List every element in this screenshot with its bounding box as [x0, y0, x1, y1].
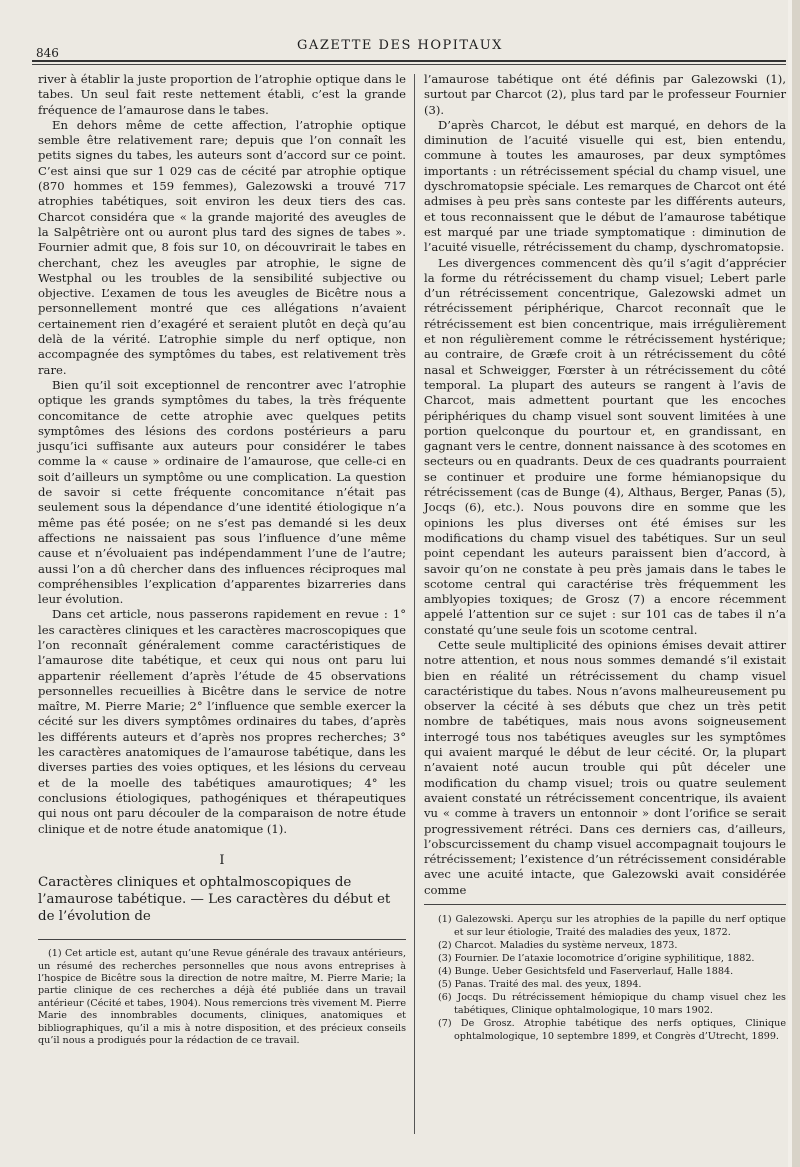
left-paragraph-3: Bien qu’il soit exceptionnel de rencontrer avec l’atrophie optique les grands symptômes du tabes, la très fréquente concomitance de cette atrophie avec quelques petits symptômes des lésions des cordons postérieurs a paru jusqu’ici suffisante aux auteurs pour considérer le tabes comme la « cause » ordinaire de l’amaurose, que celle-ci en soit d’ailleurs un symptôme ou une complication. La question de savoir si cette fréquente concomitance n’était pas seulement sous la dépendance d’une identité étiologique n’a même pas été posée; on ne s’est pas demandé si les deux affections ne naissaient pas sous l’influence d’une même cause et n’évoluaient pas indépendamment l’une de l’autre; aussi l’on a dû chercher dans des influences réciproques mal compréhensibles l’explication d’apparentes bizarreries dans leur évolution. [38, 377, 406, 607]
right-paragraph-2: D’après Charcot, le début est marqué, en dehors de la diminution de l’acuité visuelle qui est, bien entendu, commune à toutes les amauroses, par deux symptômes importants : un rétrécissement spécial du champ visuel, une dyschromatopsie spéciale. Les remarques de Charcot ont été admises à peu près sans conteste par les différents auteurs, et tous reconnaissent que le début de l’amaurose tabétique est marqué par une triade symptomatique : diminution de l’acuité visuelle, rétrécissement du champ, dyschromatopsie. [424, 117, 786, 255]
left-column [38, 72, 406, 1048]
right-paragraph-3: Les divergences commencent dès qu’il s’agit d’apprécier la forme du rétrécissement du champ visuel; Lebert parle d’un rétrécissement concentrique, Galezowski admet un rétrécissement périphérique, Charcot reconnaît que le rétrécissement est bien concentrique, mais irrégulièrement et non régulièrement comme le rétrécissement hystérique; au contraire, de Græfe croit à un rétrécissement du côté nasal et Schweigger, Fœrster à un rétrécissement du côté temporal. La plupart des auteurs se rangent à l’avis de Charcot, mais admettent pourtant que les encoches périphériques du champ visuel sont souvent limitées à une portion quelconque du pourtour et, en grandissant, en gagnant vers le centre, donnent naissance à des scotomes en secteurs ou en quadrants. Deux de ces quadrants pourraient se continuer et produire une forme hémianopsique du rétrécissement (cas de Bunge (4), Althaus, Berger, Panas (5), Jocqs (6), etc.). Nous pouvons dire en somme que les opinions les plus diverses ont été émises sur les modifications du champ visuel des tabétiques. Sur un seul point cependant les auteurs paraissent bien d’accord, à savoir qu’on ne constate à peu près jamais dans le tabes le scotome central qui caractérise très fréquemment les amblyopies toxiques; de Grosz (7) a encore récemment appelé l’attention sur ce sujet : sur 101 cas de tabes il n’a constaté qu’une seule fois un scotome central. [424, 255, 786, 637]
reference-note: (5) Panas. Traité des mal. des yeux, 1894. [438, 979, 642, 991]
left-paragraph-2: En dehors même de cette affection, l’atrophie optique semble être relativement rare; depuis que l’on connaît les petits signes du tabes, les auteurs sont d’accord sur ce point. C’est ainsi que sur 1 029 cas de cécité par atrophie optique (870 hommes et 159 femmes), Galezowski a trouvé 717 atrophies tabétiques, soit environ les deux tiers des cas. Charcot considéra que « la grande majorité des aveugles de la Salpêtrière ont ou auront plus tard des signes de tabes ». Fournier admit que, 8 fois sur 10, on découvrirait le tabes en cherchant, chez les aveugles par atrophie, le signe de Westphal ou les troubles de la sensibilité subjective ou objective. L’examen de tous les aveugles de Bicêtre nous a personnellement montré que ces allégations n’avaient certainement rien d’exagéré et seraient plutôt en deçà qu’au delà de la vérité. L’atrophie simple du nerf optique, non accompagnée des symptômes du tabes, est relativement très rare. [38, 117, 406, 377]
right-column [424, 72, 786, 1043]
reference-note: (6) Jocqs. Du rétrécissement hémiopique du champ visuel chez les tabétiques, Clinique ophtalmologique, 10 mars 1902. [438, 992, 786, 1017]
section-title: Caractères cliniques et ophtalmoscopiques de l’amaurose tabétique. — Les caractères du début et de l’évolution de [38, 875, 391, 925]
right-paragraph-4: Cette seule multiplicité des opinions émises devait attirer notre attention, et nous nous sommes demandé s’il existait bien en réalité un rétrécissement du champ visuel caractéristique du tabes. Nous n’avons malheureusement pu observer la cécité à ses débuts que chez un très petit nombre de tabétiques, mais nous avons soigneusement interrogé tous nos tabétiques aveugles sur les symptômes qui avaient marqué le début de leur cécité. Or, la plupart n’avaient noté aucun trouble qui pût déceler une modification du champ visuel; trois ou quatre seulement avaient constaté un rétrécissement concentrique, ils avaient vu « comme à travers un entonnoir » dont l’orifice se serait progressivement rétréci. Dans ces derniers cas, d’ailleurs, l’obscurcissement du champ visuel accompagnait toujours le rétrécissement; l’existence d’un rétrécissement considérable avec une acuité intacte, que Galezowski avait considérée comme [424, 637, 786, 897]
header-rule-thin [32, 64, 786, 65]
column-divider [414, 74, 415, 1134]
reference-note: (7) De Grosz. Atrophie tabétique des nerfs optiques, Clinique ophtalmologique, 10 septembre 1899, et Congrès d’Utrecht, 1899. [438, 1018, 786, 1043]
reference-note: (1) Galezowski. Aperçu sur les atrophies de la papille du nerf optique et sur leur étiologie, Traité des maladies des yeux, 1872. [438, 914, 786, 939]
running-title: GAZETTE DES HOPITAUX [297, 38, 503, 53]
left-footnotes [38, 948, 406, 1047]
page-number: 846 [36, 46, 59, 60]
right-paragraph-1: l’amaurose tabétique ont été définis par Galezowski (1), surtout par Charcot (2), plus tard par le professeur Fournier (3). [424, 72, 786, 117]
reference-note: (4) Bunge. Ueber Gesichtsfeld und Faserverlauf, Halle 1884. [438, 966, 734, 978]
right-footnote-rule [424, 904, 786, 905]
footnote-1: (1) Cet article est, autant qu’une Revue générale des travaux antérieurs, un résumé des recherches personnelles que nous avons entreprises à l’hospice de Bicêtre sous la direction de notre maître, M. Pierre Marie; la partie clinique de ces recherches a déjà été publiée dans un travail antérieur (Cécité et tabes, 1904). Nous remercions très vivement M. Pierre Marie des innombrables documents, cliniques, anatomiques et bibliographiques, qu’il a mis à notre disposition, et des précieux conseils qu’il nous a prodigués pour la rédaction de ce travail. [38, 948, 406, 1046]
page-edge-shadow [792, 0, 800, 1167]
left-footnote-rule [38, 939, 406, 940]
reference-note: (3) Fournier. De l’ataxie locomotrice d’origine syphilitique, 1882. [438, 953, 755, 965]
section-number: I [219, 852, 225, 868]
right-footnotes [424, 913, 786, 1043]
left-paragraph-4: Dans cet article, nous passerons rapidement en revue : 1° les caractères cliniques et les caractères macroscopiques que l’on reconnaît généralement comme caractéristiques de l’amaurose dite tabétique, et ceux qui nous ont paru lui appartenir réellement d’après l’étude de 45 observations personnelles recueillies à Bicêtre dans le service de notre maître, M. Pierre Marie; 2° l’influence que semble exercer la cécité sur les divers symptômes ordinaires du tabes, d’après les différents auteurs et d’après nos propres recherches; 3° les caractères anatomiques de l’amaurose tabétique, dans les diverses parties des voies optiques, et les lésions du cerveau et de la moelle des tabétiques amaurotiques; 4° les conclusions étiologiques, pathogéniques et thérapeutiques qui nous ont paru découler de la comparaison de notre étude clinique et de notre étude anatomique (1). [38, 607, 406, 836]
reference-note: (2) Charcot. Maladies du système nerveux, 1873. [438, 940, 678, 952]
header-rule [32, 60, 786, 62]
left-paragraph-1: river à établir la juste proportion de l’atrophie optique dans le tabes. Un seul fait reste nettement établi, c’est la grande fréquence de l’amaurose dans le tabes. [38, 72, 406, 117]
